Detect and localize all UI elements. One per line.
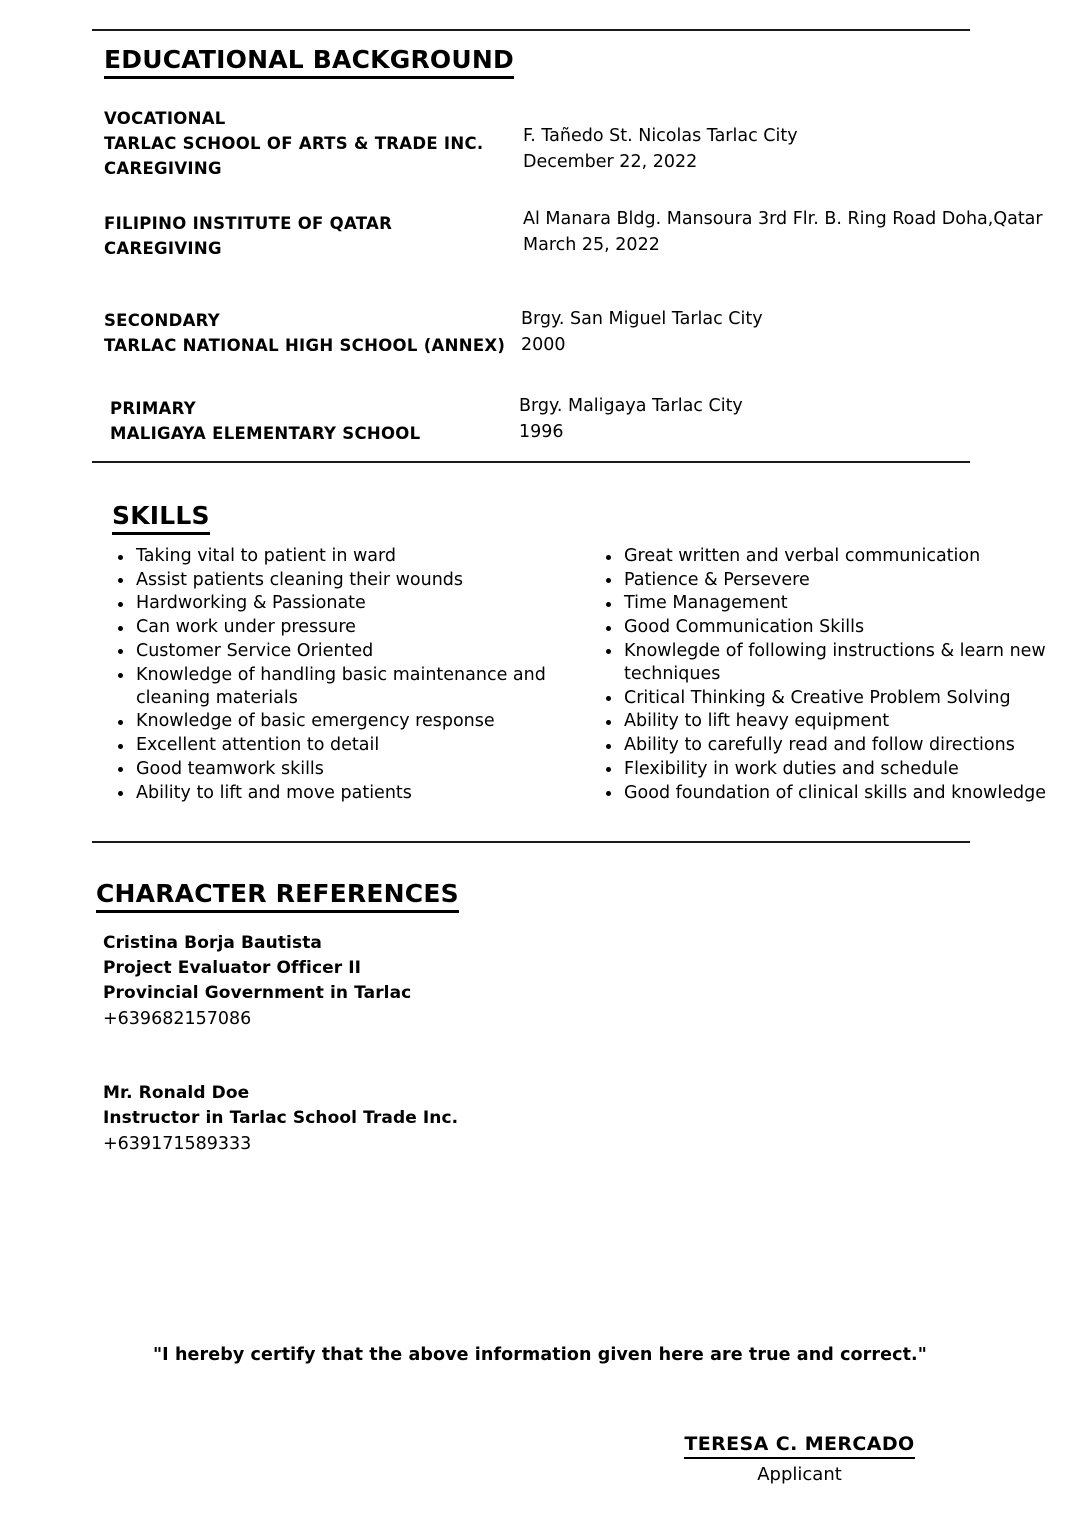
reference-1-organization: Provincial Government in Tarlac <box>103 983 412 1003</box>
education-entry-3-right <box>521 306 763 358</box>
skills-columns <box>104 545 1064 805</box>
education-entry-3-address: Brgy. San Miguel Tarlac City <box>521 309 763 329</box>
education-entry-1-left <box>104 106 483 181</box>
education-entry-2-program: CAREGIVING <box>104 239 222 258</box>
education-entry-3-level: SECONDARY <box>104 311 221 330</box>
reference-2-phone: +639171589333 <box>103 1134 252 1154</box>
signature-role: Applicant <box>757 1464 842 1485</box>
education-entry-4-left <box>110 396 420 446</box>
section-heading-references: CHARACTER REFERENCES <box>96 880 459 913</box>
skills-column-left <box>104 545 592 805</box>
education-entry-4-level: PRIMARY <box>110 399 196 418</box>
education-entry-4-date: 1996 <box>519 422 564 442</box>
list-item: Can work under pressure <box>104 616 584 639</box>
list-item: Excellent attention to detail <box>104 734 584 757</box>
education-entry-1-level: VOCATIONAL <box>104 109 226 128</box>
list-item: Good teamwork skills <box>104 758 584 781</box>
education-entry-4-address: Brgy. Maligaya Tarlac City <box>519 396 743 416</box>
reference-1-position: Project Evaluator Officer II <box>103 958 362 978</box>
list-item: Good Communication Skills <box>592 616 1064 639</box>
certification-statement: "I hereby certify that the above information given here are true and correct." <box>152 1345 928 1365</box>
education-entry-4-institution: MALIGAYA ELEMENTARY SCHOOL <box>110 424 421 443</box>
skills-column-right <box>592 545 1064 805</box>
list-item: Knowledge of basic emergency response <box>104 710 584 733</box>
education-entry-3-institution: TARLAC NATIONAL HIGH SCHOOL (ANNEX) <box>104 336 506 355</box>
list-item: Time Management <box>592 592 1064 615</box>
list-item: Patience & Persevere <box>592 569 1064 592</box>
skills-list-left <box>104 545 584 805</box>
skills-list-right <box>592 545 1064 805</box>
education-entry-2-left <box>104 211 392 261</box>
education-entry-2-institution: FILIPINO INSTITUTE OF QATAR <box>104 214 393 233</box>
list-item: Taking vital to patient in ward <box>104 545 584 568</box>
education-entry-4-right <box>519 393 743 445</box>
list-item: Assist patients cleaning their wounds <box>104 569 584 592</box>
education-entry-1-right <box>523 123 798 175</box>
education-entry-2-address: Al Manara Bldg. Mansoura 3rd Flr. B. Ring Road Doha,Qatar <box>523 209 1043 229</box>
education-entry-3-left <box>104 308 505 358</box>
divider-middle <box>92 461 970 463</box>
education-entry-2-right <box>523 206 1043 258</box>
education-entry-1-program: CAREGIVING <box>104 159 222 178</box>
education-entry-1-date: December 22, 2022 <box>523 152 698 172</box>
list-item: Knowlegde of following instructions & learn new techniques <box>592 640 1064 686</box>
education-entry-1-institution: TARLAC SCHOOL OF ARTS & TRADE INC. <box>104 134 484 153</box>
reference-entry-2 <box>103 1081 458 1157</box>
signature-name: TERESA C. MERCADO <box>684 1432 914 1459</box>
reference-1-name: Cristina Borja Bautista <box>103 933 322 953</box>
education-entry-2-date: March 25, 2022 <box>523 235 660 255</box>
list-item: Flexibility in work duties and schedule <box>592 758 1064 781</box>
list-item: Great written and verbal communication <box>592 545 1064 568</box>
list-item: Ability to lift heavy equipment <box>592 710 1064 733</box>
list-item: Knowledge of handling basic maintenance and cleaning materials <box>104 664 584 710</box>
section-heading-skills: SKILLS <box>112 502 210 535</box>
education-entry-3-date: 2000 <box>521 335 566 355</box>
divider-top <box>92 29 970 31</box>
section-heading-education: EDUCATIONAL BACKGROUND <box>104 46 514 79</box>
reference-entry-1 <box>103 931 411 1032</box>
list-item: Ability to carefully read and follow directions <box>592 734 1064 757</box>
list-item: Ability to lift and move patients <box>104 782 584 805</box>
signature-block <box>613 1432 986 1486</box>
divider-bottom <box>92 841 970 843</box>
education-entry-1-address: F. Tañedo St. Nicolas Tarlac City <box>523 126 798 146</box>
list-item: Critical Thinking & Creative Problem Solving <box>592 687 1064 710</box>
list-item: Good foundation of clinical skills and knowledge <box>592 782 1064 805</box>
list-item: Hardworking & Passionate <box>104 592 584 615</box>
reference-2-position: Instructor in Tarlac School Trade Inc. <box>103 1108 459 1128</box>
list-item: Customer Service Oriented <box>104 640 584 663</box>
reference-2-name: Mr. Ronald Doe <box>103 1083 250 1103</box>
reference-1-phone: +639682157086 <box>103 1009 252 1029</box>
